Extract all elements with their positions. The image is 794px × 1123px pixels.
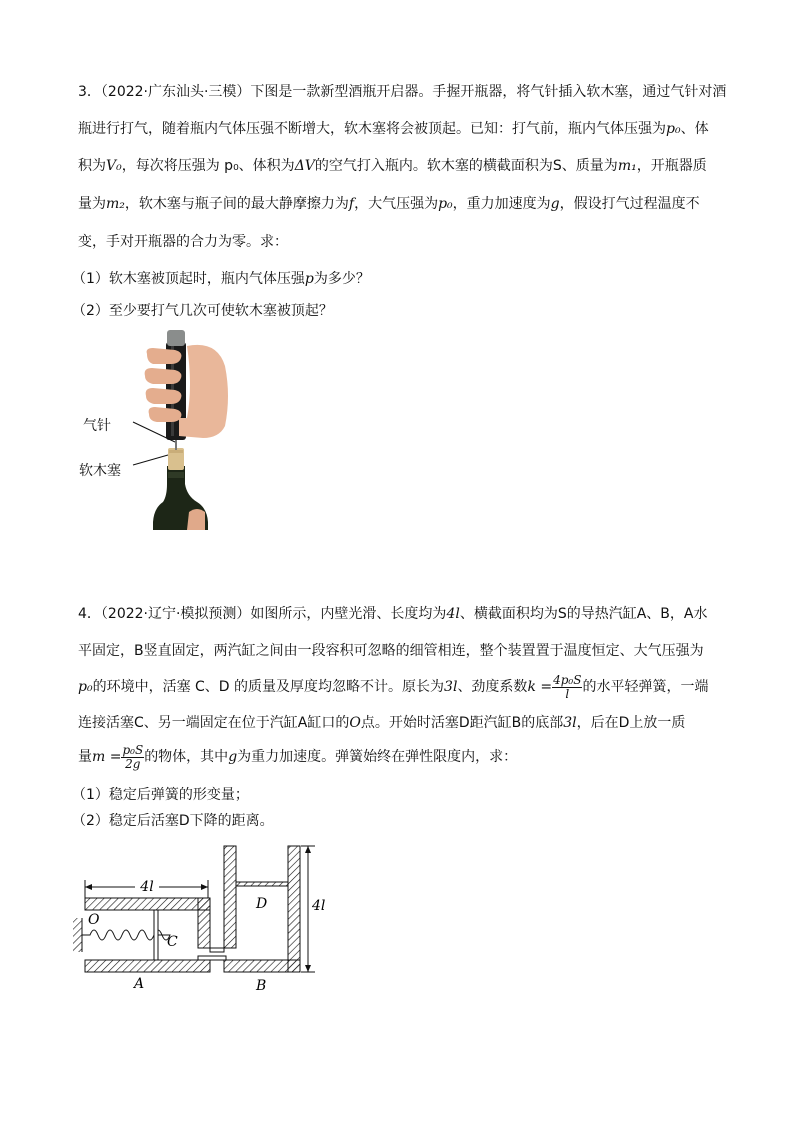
q4-subquestion-2: （2）稳定后活塞D下降的距离。 <box>72 813 274 829</box>
cylinder-a-top-wall <box>85 898 210 910</box>
tube-bottom-wall <box>198 956 226 960</box>
q3-subquestion-1: （1）软木塞被顶起时，瓶内气体压强p为多少？ <box>72 271 370 287</box>
dim-top-label: 4l <box>140 879 154 895</box>
q4-subquestion-1: （1）稳定后弹簧的形变量； <box>72 787 249 803</box>
cylinder-b-right-wall <box>288 846 300 972</box>
tube-top-wall <box>210 948 224 952</box>
hand <box>179 345 228 438</box>
opener-cap <box>167 330 185 346</box>
label-a: A <box>134 976 145 992</box>
label-d: D <box>256 896 268 912</box>
mass-fraction: $\frac{\text{p₀S}}{2g}$ <box>122 742 144 771</box>
dim-right-label: 4l <box>312 898 326 914</box>
label-b: B <box>256 978 267 994</box>
q3-line-2: 瓶进行打气，随着瓶内气体压强不断增大，软木塞将会被顶起。已知：打气前，瓶内气体压强为p₀、体 <box>78 121 709 137</box>
q3-line-5: 变，手对开瓶器的合力为零。求： <box>78 234 288 250</box>
cylinder-b-left-wall <box>224 846 236 948</box>
q3-subquestion-2: （2）至少要打气几次可使软木塞被顶起？ <box>72 303 333 319</box>
cylinder-a-bottom-wall <box>85 960 210 972</box>
piston-c <box>154 910 158 960</box>
piston-d <box>236 882 288 886</box>
cylinder-a-right-wall <box>198 898 210 948</box>
label-needle: 气针 <box>83 418 111 434</box>
q3-line-4: 量为m₂，软木塞与瓶子间的最大静摩擦力为f，大气压强为p₀，重力加速度为g，假设打气过程温度不 <box>78 196 700 212</box>
label-c: C <box>167 934 178 950</box>
q3-line-3: 积为V₀，每次将压强为 p₀、体积为ΔV的空气打入瓶内。软木塞的横截面积为S、质量为m₁，开瓶器质 <box>78 158 707 174</box>
q3-line-1: 3．（2022·广东汕头·三模）下图是一款新型酒瓶开启器。手握开瓶器，将气针插入软木塞，通过气针对酒 <box>78 84 727 100</box>
label-cork: 软木塞 <box>79 463 121 479</box>
q4-line-2: 平固定，B竖直固定，两汽缸之间由一段容积可忽略的细管相连，整个装置置于温度恒定、大气压强为 <box>78 643 704 659</box>
spring-constant-fraction: $\frac{\text{4p₀S}}{l}$ <box>553 672 582 701</box>
cylinder-diagram <box>70 840 330 1000</box>
cylinder-b-bottom-wall <box>224 960 300 972</box>
q4-line-3: p₀的环境中，活塞 C、D 的质量及厚度均忽略不计。原长为3l、劲度系数k = $\frac{\text{4p₀S}}{l}$ 的水平轻弹簧，一端 <box>78 672 709 701</box>
label-o: O <box>88 912 100 928</box>
pointer-line-cork <box>133 455 168 465</box>
q4-line-1: 4．（2022·辽宁·模拟预测）如图所示，内壁光滑、长度均为4l、横截面积均为S的导热汽缸A、B，A水 <box>78 606 708 622</box>
q4-line-4: 连接活塞C、另一端固定在位于汽缸A缸口的O点。开始时活塞D距汽缸B的底部3l，后在D上放一质 <box>78 715 686 731</box>
q4-line-5: 量m = $\frac{\text{p₀S}}{2g}$ 的物体，其中g为重力加速度。弹簧始终在弹性限度内，求： <box>78 742 518 771</box>
